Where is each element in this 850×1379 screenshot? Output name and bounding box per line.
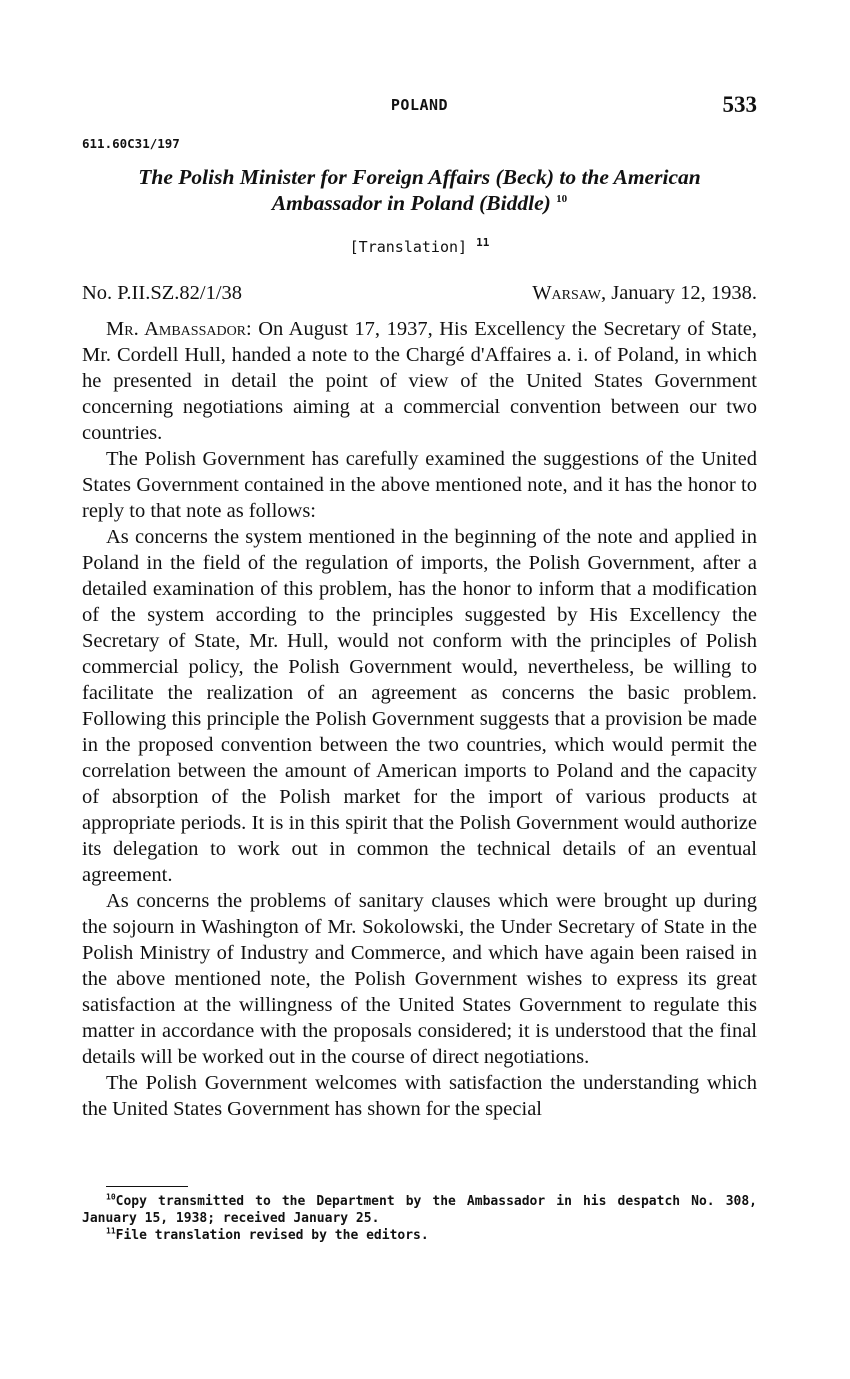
footnote-ref-10: 10	[556, 192, 568, 205]
letter-date: , January 12, 1938.	[600, 282, 757, 304]
footnote-ref-11: 11	[476, 236, 490, 249]
footnote-marker-10: 10	[106, 1192, 116, 1202]
document-title-line-2	[82, 190, 757, 216]
running-title: POLAND	[390, 96, 449, 114]
place-date	[532, 282, 757, 305]
body-paragraph-1	[82, 316, 757, 446]
salutation: Mr. Ambassador:	[106, 318, 252, 340]
document-title	[82, 164, 757, 216]
footnote-11	[82, 1227, 757, 1244]
body-paragraph-2: The Polish Government has carefully examined the suggestions of the United States Government contained in the above mentioned note, and it has the honor to reply to that note as follows:	[82, 448, 757, 522]
note-number: No. P.II.SZ.82/1/38	[82, 282, 243, 304]
document-title-line-1: The Polish Minister for Foreign Affairs (Beck) to the American	[138, 165, 701, 189]
footnotes	[82, 1193, 757, 1244]
letter-body	[82, 316, 757, 1122]
place-name: Warsaw	[532, 282, 601, 304]
document-title-line-2-text: Ambassador in Poland (Biddle)	[271, 191, 551, 215]
body-paragraph-1-text: On August 17, 1937, His Excellency the Secretary of State, Mr. Cordell Hull, handed a note to the Chargé d'Affaires a. i. of Poland, in which he presented in detail the point of view of the United States Government concerning negotiations aiming at a commercial convention between our two countries.	[82, 318, 757, 444]
footnote-10	[82, 1193, 757, 1227]
body-paragraph-4: As concerns the problems of sanitary clauses which were brought up during the sojourn in Washington of Mr. Sokolowski, the Under Secretary of State in the Polish Ministry of Industry and Commerce, and which have again been raised in the above mentioned note, the Polish Government wishes to express its great satisfaction at the willingness of the United States Government to regulate this matter in accordance with the proposals considered; it is understood that the final details will be worked out in the course of direct negotiations.	[82, 890, 757, 1068]
footnote-marker-11: 11	[106, 1226, 116, 1236]
file-number: 611.60C31/197	[82, 136, 180, 151]
translation-note	[82, 238, 757, 256]
running-head	[82, 92, 757, 122]
body-paragraph-3: As concerns the system mentioned in the beginning of the note and applied in Poland in the field of the regulation of imports, the Polish Government, after a detailed examination of this problem, has the honor to inform that a modification of the system according to the principles suggested by His Excellency the Secretary of State, Mr. Hull, would not conform with the principles of Polish commercial policy, the Polish Government would, nevertheless, be willing to facilitate the realization of an agreement as concerns the basic problem. Following this principle the Polish Government suggests that a provision be made in the proposed convention between the two countries, which would permit the correlation between the amount of American imports to Poland and the capacity of absorption of the Polish market for the import of various products at appropriate periods. It is in this spirit that the Polish Government would authorize its delegation to work out in common the technical details of an eventual agreement.	[82, 526, 757, 886]
footnote-10-text: Copy transmitted to the Department by the Ambassador in his despatch No. 308, January 15, 1938; received January 25.	[82, 1194, 757, 1226]
dateline	[82, 282, 757, 310]
footnote-divider	[106, 1186, 188, 1187]
footnote-11-text: File translation revised by the editors.	[115, 1228, 429, 1243]
body-paragraph-5: The Polish Government welcomes with satisfaction the understanding which the United States Government has shown for the special	[82, 1072, 757, 1120]
page-number: 533	[722, 92, 757, 117]
translation-label: [Translation]	[349, 238, 468, 256]
